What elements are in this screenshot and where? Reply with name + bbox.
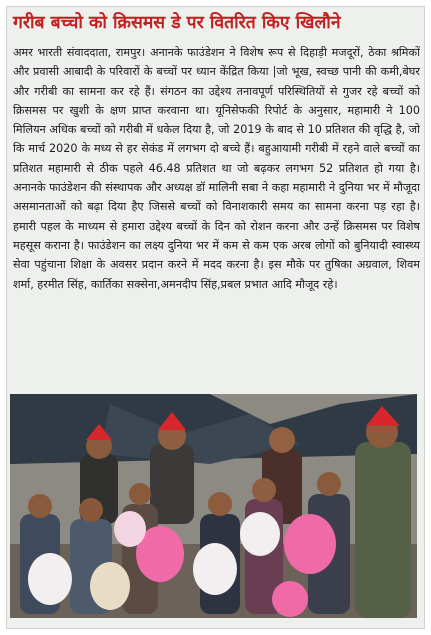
article-body: अमर भारती संवाददाता, रामपुर। अनानके फाउंडेशन ने विशेष रूप से दिहाड़ी मजदूरों, ठेका श्रमिकों और प्रवासी आबादी के परिवारों के बच्चों पर ध्यान केंद्रित किया |जो भूख, स्वच्छ पानी की कमी,बेघर और गरीबी का सामना कर रहे हैं। संगठन का उद्देश्य तनावपूर्ण परिस्थितियों से गुजर रहे बच्चों को क्रिसमस पर खुशी के क्षण प्राप्त करवाना था। यूनिसेफकी रिपोर्ट के अनुसार, महामारी ने 100 मिलियन अधिक बच्चों को गरीबी में धकेल दिया है, जो 2019 के बाद से 10 प्रतिशत की वृद्धि है, जो कि मार्च 2020 के मध्य से हर सेकंड में लगभग दो बच्चे हैं। बहुआयामी गरीबी में रहने वाले बच्चों का प्रतिशत महामारी से ठीक पहले 46.48 प्रतिशत था जो बढ़कर लगभग 52 प्रतिशत हो गया है। अनानके फाउंडेशन की संस्थापक और अध्यक्ष डॉ मालिनी सबा ने कहा महामारी ने दुनिया भर में मौजूदा असमानताओं को बढ़ा दिया हैए जिससे बच्चों को विनाशकारी समय का सामना करना पड़ रहा है। हमारी पहल के माध्यम से हमारा उद्देश्य बच्चों के दिन को रोशन करना और उन्हें क्रिसमस पर विशेष महसूस कराना है। फाउंडेशन का लक्ष्य दुनिया भर में कम से कम एक अरब लोगों को बुनियादी स्वास्थ्य सेवा पहुंचाना शिक्षा के अवसर प्रदान करने में मदद करना है। इस मौके पर तुषिका अग्रवाल, शिवम शर्मा, हरमीत सिंह, कार्तिका सक्सेना,अमनदीप सिंह,प्रबल प्रभात आदि मौजूद रहे। — [13, 46, 420, 291]
article-headline: गरीब बच्चो को क्रिसमस डे पर वितरित किए खिलौने — [13, 13, 341, 33]
children-with-toys-photo-icon — [10, 394, 417, 618]
article-photo — [10, 394, 417, 618]
